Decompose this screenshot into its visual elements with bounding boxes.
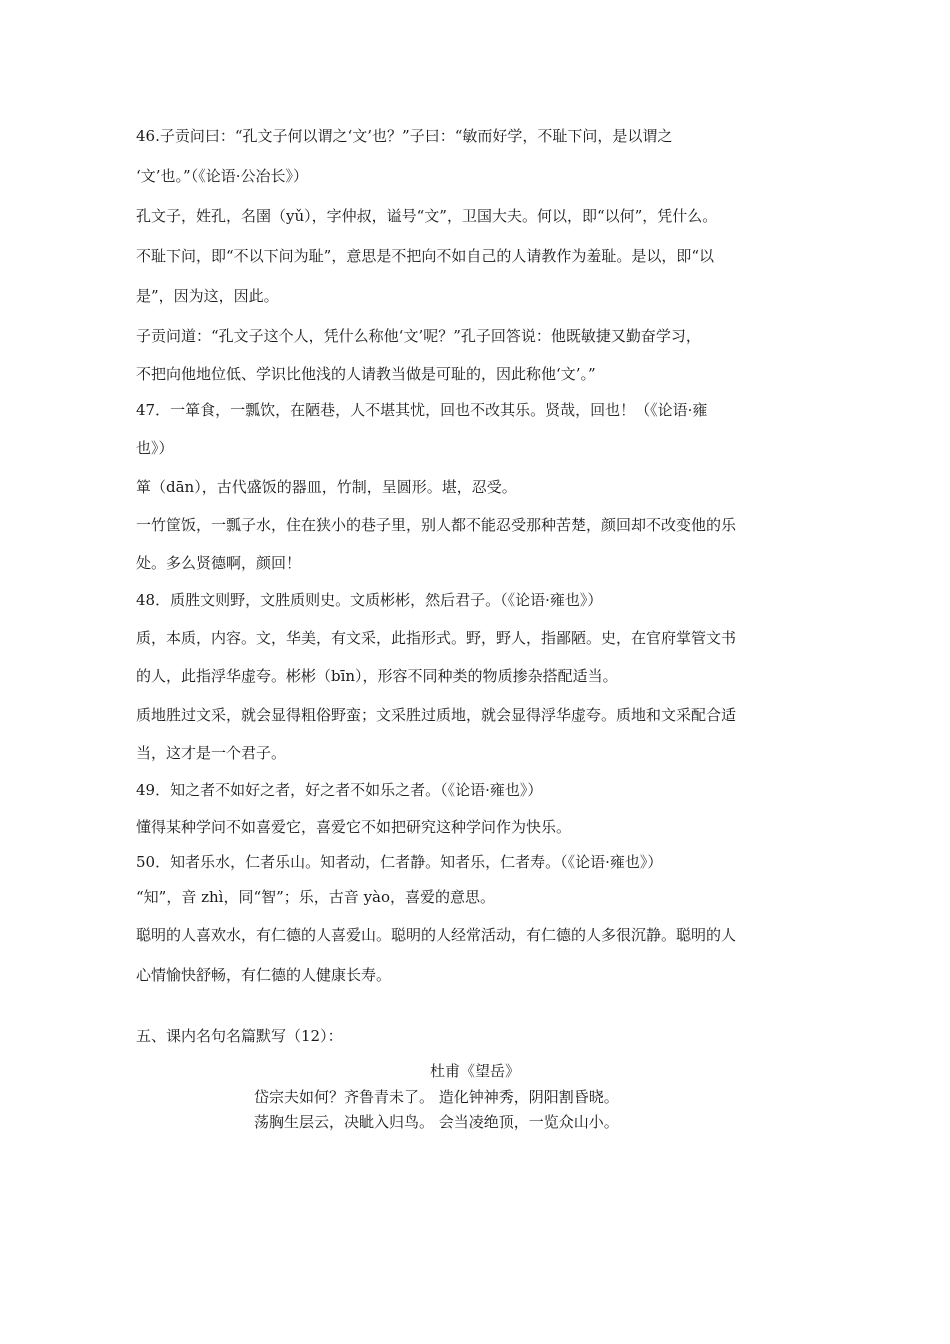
poem-title: 杜甫《望岳》 — [429, 1062, 520, 1080]
poem-line-2: 荡胸生层云，决眦入归鸟。 会当凌绝顶，一览众山小。 — [254, 1113, 619, 1131]
text-line-48-note-1: 质，本质，内容。文，华美，有文采，此指形式。野，野人，指鄙陋。史，在官府掌管文书 — [136, 629, 737, 647]
text-line-46-translation-1: 子贡问道：“孔文子这个人，凭什么称他‘文’呢？”孔子回答说：他既敏捷又勤奋学习， — [136, 327, 701, 345]
text-line-50-question: 50．知者乐水，仁者乐山。知者动，仁者静。知者乐，仁者寿。（《论语·雍也》） — [136, 853, 663, 871]
text-line-50-translation-1: 聪明的人喜欢水，有仁德的人喜爱山。聪明的人经常活动，有仁德的人多很沉静。聪明的人 — [136, 926, 737, 944]
text-line-46-note-2: 不耻下问，即“不以下问为耻”，意思是不把向不如自己的人请教作为羞耻。是以，即“以 — [136, 247, 715, 265]
text-line-49-translation: 懂得某种学问不如喜爱它，喜爱它不如把研究这种学问作为快乐。 — [136, 818, 572, 836]
text-line-46-translation-2: 不把向他地位低、学识比他浅的人请教当做是可耻的，因此称他‘文’。” — [136, 365, 596, 383]
text-line-50-translation-2: 心情愉快舒畅，有仁德的人健康长寿。 — [136, 966, 392, 984]
text-line-47-note: 箪（dān），古代盛饭的器皿，竹制，呈圆形。堪，忍受。 — [136, 478, 517, 496]
text-line-47-translation-1: 一竹筐饭，一瓢子水，住在狭小的巷子里，别人都不能忍受那种苦楚，颜回却不改变他的乐 — [136, 516, 737, 534]
text-line-46-note-3: 是”，因为这，因此。 — [136, 287, 279, 305]
text-line-47-source: 也》） — [136, 439, 174, 457]
text-line-47-translation-2: 处。多么贤德啊，颜回！ — [136, 554, 302, 572]
text-line-49-question: 49．知之者不如好之者，好之者不如乐之者。（《论语·雍也》） — [136, 781, 543, 799]
text-line-47-question: 47．一箪食，一瓢饮，在陋巷，人不堪其忧，回也不改其乐。贤哉，回也！（《论语·雍 — [136, 401, 708, 419]
text-line-48-translation-1: 质地胜过文采，就会显得粗俗野蛮；文采胜过质地，就会显得浮华虚夸。质地和文采配合适 — [136, 706, 737, 724]
text-line-50-note: “知”，音 zhì，同“智”；乐，古音 yào，喜爱的意思。 — [136, 888, 496, 906]
text-line-48-note-2: 的人，此指浮华虚夸。彬彬（bīn），形容不同种类的物质掺杂搭配适当。 — [136, 667, 618, 685]
text-line-48-question: 48．质胜文则野，文胜质则史。文质彬彬，然后君子。（《论语·雍也》） — [136, 591, 603, 609]
poem-line-1: 岱宗夫如何？齐鲁青未了。 造化钟神秀，阴阳割昏晓。 — [254, 1088, 619, 1106]
text-line-46-note-1: 孔文子，姓孔，名圉（yǔ），字仲叔，谥号“文”，卫国大夫。何以，即“以何”，凭什么。 — [136, 207, 718, 225]
text-line-46-question: 46.子贡问曰：“孔文子何以谓之‘文’也？”子曰：“敏而好学，不耻下问，是以谓之 — [136, 127, 673, 145]
text-line-48-translation-2: 当，这才是一个君子。 — [136, 744, 287, 762]
text-line-46-source: ‘文’也。”（《论语·公冶长》） — [136, 167, 308, 185]
section-heading: 五、课内名句名篇默写（12）： — [136, 1027, 343, 1045]
